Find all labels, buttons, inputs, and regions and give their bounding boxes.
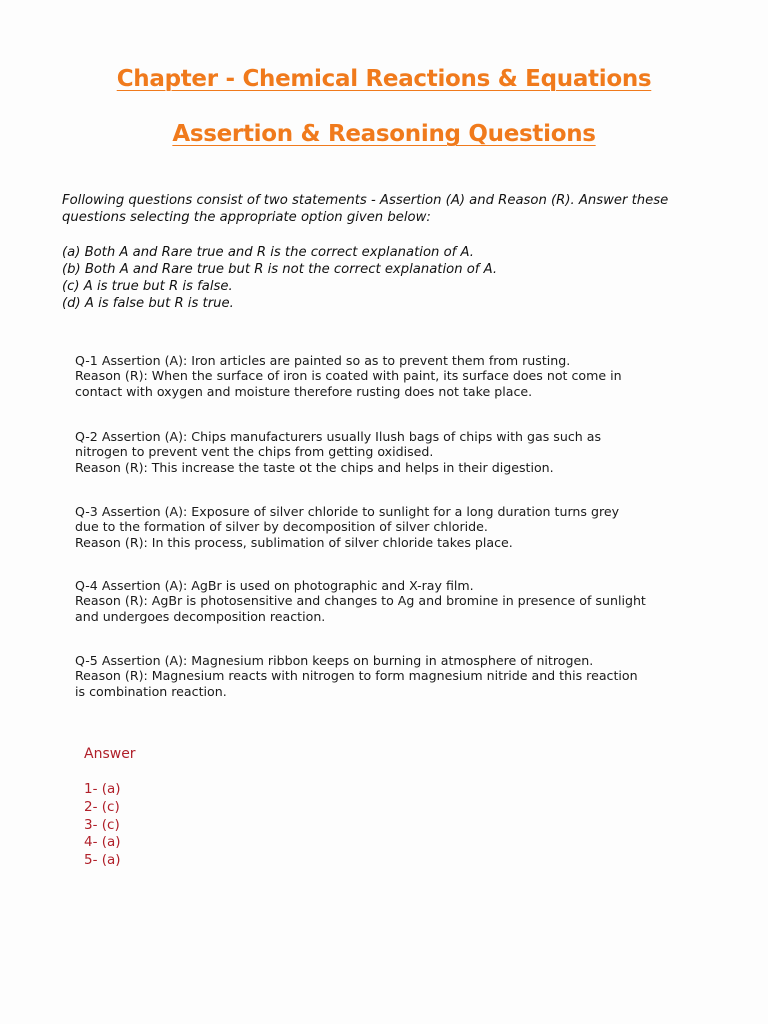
question-line: nitrogen to prevent vent the chips from getting oxidised.	[75, 444, 434, 460]
instructions-line: Following questions consist of two statements - Assertion (A) and Reason (R). Answer these	[62, 193, 669, 208]
chapter-title-text: Chapter - Chemical Reactions & Equations	[116, 66, 652, 92]
answer-item: 3- (c)	[84, 816, 120, 833]
question-line: contact with oxygen and moisture therefore rusting does not take place.	[75, 383, 533, 399]
question-line: Q-4 Assertion (A): AgBr is used on photographic and X-ray film.	[75, 578, 474, 593]
question-line: is combination reaction.	[75, 683, 227, 699]
question-1	[75, 353, 715, 399]
question-line: Reason (R): When the surface of iron is coated with paint, its surface does not come in	[75, 368, 622, 384]
chapter-title	[0, 66, 768, 92]
option-b: (b) Both A and Rare true but R is not the correct explanation of A.	[62, 262, 498, 277]
question-line: Reason (R): Magnesium reacts with nitrogen to form magnesium nitride and this reaction	[75, 668, 638, 684]
instructions-line: questions selecting the appropriate option given below:	[62, 210, 431, 225]
question-2	[75, 429, 715, 475]
question-line: Q-1 Assertion (A): Iron articles are painted so as to prevent them from rusting.	[75, 353, 571, 368]
question-line: Reason (R): AgBr is photosensitive and changes to Ag and bromine in presence of sunlight	[75, 593, 646, 609]
question-line: Reason (R): This increase the taste ot the chips and helps in their digestion.	[75, 459, 554, 475]
question-line: Reason (R): In this process, sublimation of silver chloride takes place.	[75, 534, 513, 550]
instructions	[62, 192, 722, 226]
answer-item: 1- (a)	[84, 781, 121, 797]
answer-item: 5- (a)	[84, 852, 121, 869]
question-3	[75, 504, 715, 550]
answer-options	[62, 244, 722, 312]
question-line: due to the formation of silver by decomposition of silver chloride.	[75, 519, 488, 535]
question-line: Q-3 Assertion (A): Exposure of silver chloride to sunlight for a long duration turns grey	[75, 504, 620, 519]
option-c: (c) A is true but R is false.	[62, 279, 233, 294]
answer-key	[84, 746, 136, 870]
option-d: (d) A is false but R is true.	[62, 296, 234, 311]
section-title-text: Assertion & Reasoning Questions	[172, 121, 596, 147]
question-line: and undergoes decomposition reaction.	[75, 608, 326, 624]
option-a: (a) Both A and Rare true and R is the correct explanation of A.	[62, 245, 474, 260]
question-5	[75, 653, 715, 699]
answer-item: 4- (a)	[84, 834, 121, 851]
answer-heading: Answer	[84, 746, 136, 762]
answer-item: 2- (c)	[84, 798, 120, 815]
question-4	[75, 578, 715, 624]
question-line: Q-5 Assertion (A): Magnesium ribbon keeps on burning in atmosphere of nitrogen.	[75, 653, 594, 668]
question-line: Q-2 Assertion (A): Chips manufacturers usually Ilush bags of chips with gas such as	[75, 429, 602, 444]
section-title	[0, 121, 768, 147]
